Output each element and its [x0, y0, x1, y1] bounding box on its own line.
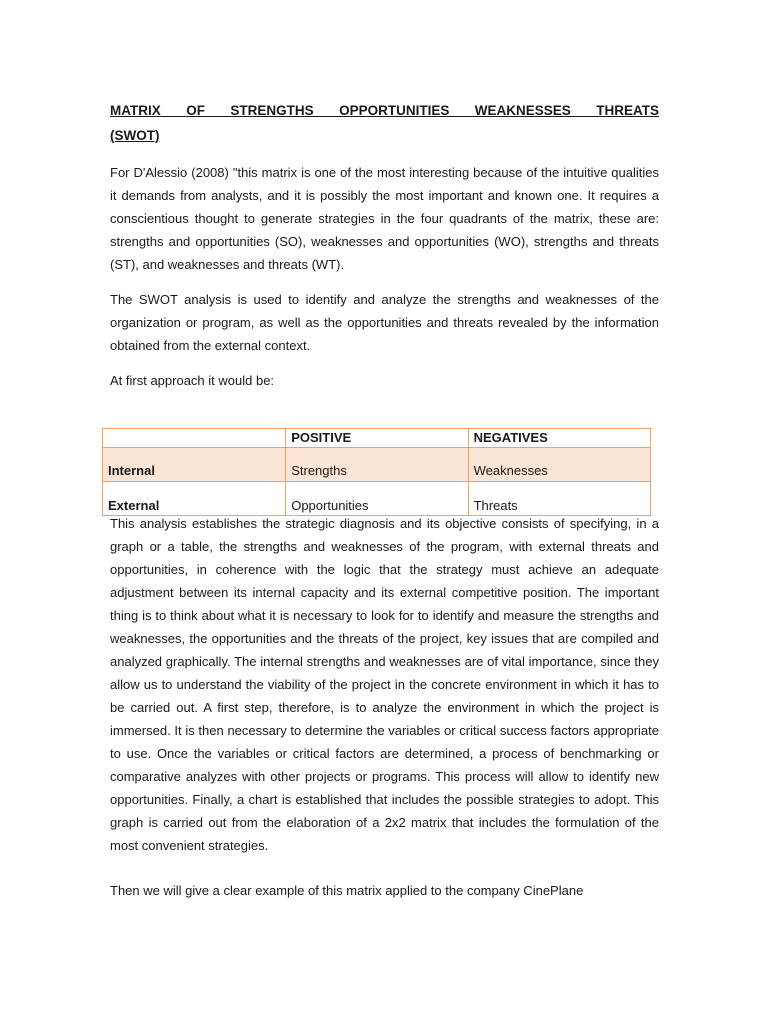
swot-table	[102, 428, 651, 516]
swot-table-header-row	[103, 429, 651, 448]
swot-row-internal	[103, 448, 651, 482]
swot-cell-weaknesses: Weaknesses	[468, 448, 650, 482]
swot-header-negatives: NEGATIVES	[468, 429, 650, 448]
swot-row-label: External	[103, 482, 286, 516]
paragraph-dalessio: For D'Alessio (2008) "this matrix is one of the most interesting because of the intuitive qualities it demands from analysts, and it is possibly the most important and known one. It requires a conscientious thought to generate strategies in the four quadrants of the matrix, these are: strengths and opportunities (SO), weaknesses and opportunities (WO), strengths and threats (ST), and weaknesses and threats (WT).	[110, 165, 659, 272]
title-line-2: (SWOT)	[110, 128, 160, 143]
paragraph-cineplane-example: Then we will give a clear example of this matrix applied to the company CinePlane	[110, 883, 584, 898]
swot-row-external	[103, 482, 651, 516]
swot-cell-strengths: Strengths	[286, 448, 468, 482]
paragraph-first-approach: At first approach it would be:	[110, 373, 275, 388]
document-top-section	[110, 98, 659, 402]
title-line-1: MATRIX OF STRENGTHS OPPORTUNITIES WEAKNESSES THREATS	[110, 103, 659, 118]
paragraph-analysis-body: This analysis establishes the strategic diagnosis and its objective consists of specifying, in a graph or a table, the strengths and weaknesses of the program, with external threats and opportunities, in coherence with the logic that the strategy must achieve an adequate adjustment between its internal capacity and its external competitive position. The important thing is to think about what it is necessary to look for to identify and measure the strengths and weaknesses, the opportunities and the threats of the project, key issues that are compiled and analyzed graphically. The internal strengths and weaknesses are of vital importance, since they allow us to understand the viability of the project in the concrete environment in which it has to be carried out. A first step, therefore, is to analyze the environment in which the project is immersed. It is then necessary to determine the variables or critical success factors appropriate to use. Once the variables or critical factors are determined, a process of benchmarking or comparative analyzes with other projects or programs. This process will allow to identify new opportunities. Finally, a chart is established that includes the possible strategies to adopt. This graph is carried out from the elaboration of a 2x2 matrix that includes the formulation of the most convenient strategies.	[110, 516, 659, 853]
swot-header-positive: POSITIVE	[286, 429, 468, 448]
swot-row-label: Internal	[103, 448, 286, 482]
swot-header-blank	[103, 429, 286, 448]
paragraph-swot-analysis: The SWOT analysis is used to identify and analyze the strengths and weaknesses of the organization or program, as well as the opportunities and threats revealed by the information obtained from the external context.	[110, 292, 659, 353]
swot-cell-opportunities: Opportunities	[286, 482, 468, 516]
swot-cell-threats: Threats	[468, 482, 650, 516]
document-title	[110, 98, 659, 148]
